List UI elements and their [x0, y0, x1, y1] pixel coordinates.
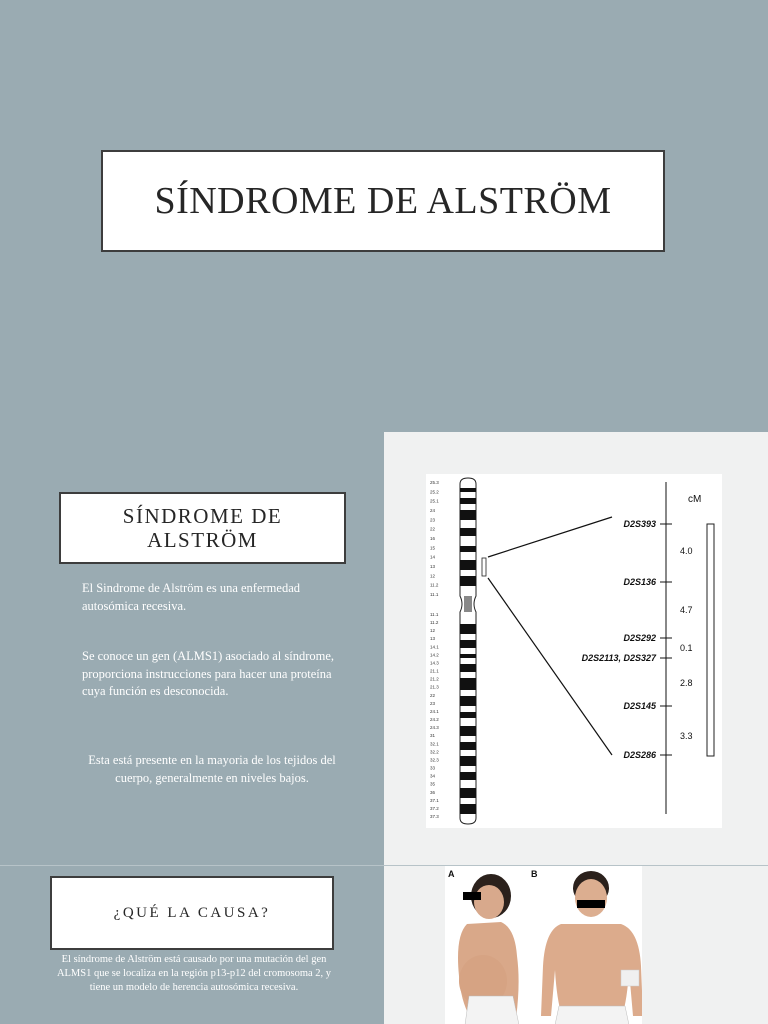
band-label: 12 — [430, 573, 436, 579]
chromosome-band-18 — [460, 788, 476, 798]
paragraph-tissues: Esta está presente en la mayoria de los tejidos del cuerpo, generalmente en niveles bajos. — [88, 753, 336, 785]
band-label: 35 — [430, 781, 436, 787]
band-label: 36 — [430, 789, 436, 795]
marker-label: D2S136 — [623, 577, 656, 587]
chromosome-band-16 — [460, 756, 476, 766]
chromosome-band-14 — [460, 726, 476, 736]
chromosome-band-15 — [460, 742, 476, 750]
chromosome-band-2 — [460, 510, 476, 520]
marker-label: D2S292 — [623, 633, 656, 643]
photo-label-a: A — [448, 869, 455, 879]
band-label: 11.2 — [430, 582, 439, 588]
distance-label: 3.3 — [680, 731, 693, 741]
chromosome-band-6 — [460, 576, 476, 586]
band-label: 15 — [430, 545, 436, 551]
chromosome-band-8 — [460, 640, 476, 648]
chromosome-band-7 — [460, 624, 476, 634]
centromere — [464, 596, 472, 612]
band-label: 37.3 — [430, 814, 439, 819]
band-label: 22 — [430, 526, 436, 532]
paragraph-cause: El síndrome de Alström está causado por una mutación del gen ALMS1 que se localiza en la región p13-p12 del cromosoma 2, y tiene un modelo de herencia autosómica recesiva. — [56, 954, 332, 993]
marker-label: D2S286 — [623, 750, 656, 760]
band-label: 34 — [430, 773, 436, 779]
band-label: 22 — [430, 692, 436, 698]
paragraph-definition: El Sindrome de Alström es una enfermedad autosómica recesiva. — [82, 581, 300, 613]
band-label: 24 — [430, 508, 436, 513]
band-label: 21.1 — [430, 668, 439, 674]
chromosome-band-12 — [460, 696, 476, 706]
title-slide — [0, 0, 768, 432]
band-label: 13 — [430, 564, 436, 569]
chromosome-band-3 — [460, 528, 476, 536]
band-label: 37.2 — [430, 805, 439, 811]
cause-heading: ¿QUÉ LA CAUSA? — [113, 904, 271, 921]
chromosome-band-5 — [460, 560, 476, 570]
chromosome-band-17 — [460, 772, 476, 780]
band-label: 11.1 — [430, 612, 439, 617]
chromosome-band-13 — [460, 712, 476, 718]
band-label: 24.1 — [430, 709, 439, 714]
section-heading-line2: ALSTRÖM — [147, 528, 258, 552]
band-label: 25.1 — [430, 498, 439, 504]
section-heading-line1: SÍNDROME DE — [122, 504, 283, 528]
band-label: 24.3 — [430, 725, 439, 731]
band-label: 37.1 — [430, 797, 439, 803]
info-slide — [0, 432, 768, 865]
photo-label-b: B — [531, 869, 538, 879]
distance-label: 4.7 — [680, 605, 693, 615]
band-label: 12 — [430, 628, 436, 634]
band-label: 24.2 — [430, 717, 439, 722]
band-label: 32.3 — [430, 757, 439, 763]
band-label: 33 — [430, 765, 436, 771]
cause-slide — [0, 865, 768, 1024]
chromosome-band-19 — [460, 804, 476, 814]
marker-label: D2S2113, D2S327 — [581, 653, 656, 663]
distance-label: 4.0 — [680, 546, 693, 556]
band-label: 21.3 — [430, 684, 439, 690]
chromosome-band-4 — [460, 546, 476, 552]
band-label: 14.2 — [430, 652, 439, 658]
band-label: 16 — [430, 536, 436, 541]
chromosome-band-1 — [460, 498, 476, 504]
distance-label: 0.1 — [680, 643, 693, 653]
patient-photo — [445, 866, 642, 1024]
band-label: 25.2 — [430, 489, 439, 495]
section-heading-box — [59, 492, 346, 564]
band-label: 23 — [430, 700, 436, 706]
chromosome-band-9 — [460, 654, 476, 658]
section-heading — [123, 504, 282, 552]
band-label: 13 — [430, 636, 436, 642]
marker-label: D2S393 — [623, 519, 656, 529]
marker-label: D2S145 — [623, 701, 656, 711]
paragraph-gene: Se conoce un gen (ALMS1) asociado al síndrome, proporciona instrucciones para hacer una proteína cuya función es desconocida. — [82, 649, 335, 698]
chromosome-band-10 — [460, 664, 476, 672]
unit-label: cM — [688, 494, 702, 505]
chromosome-band-0 — [460, 488, 476, 492]
band-label: 21.2 — [430, 676, 439, 682]
band-label: 25.3 — [430, 480, 439, 485]
band-label: 14.3 — [430, 660, 439, 666]
band-label: 23 — [430, 517, 436, 523]
title-box — [101, 150, 665, 252]
band-label: 11.2 — [430, 620, 439, 626]
band-label: 31 — [430, 733, 436, 739]
chromosome-band-11 — [460, 678, 476, 690]
distance-label: 2.8 — [680, 678, 693, 688]
cause-heading-box — [50, 876, 334, 950]
band-label: 14.1 — [430, 644, 439, 650]
band-label: 11.1 — [430, 592, 439, 597]
band-label: 32.2 — [430, 749, 439, 755]
slide-title: SÍNDROME DE ALSTRÖM — [154, 180, 612, 222]
band-label: 14 — [430, 554, 436, 560]
chromosome-figure — [426, 474, 722, 828]
band-label: 32.1 — [430, 741, 439, 747]
